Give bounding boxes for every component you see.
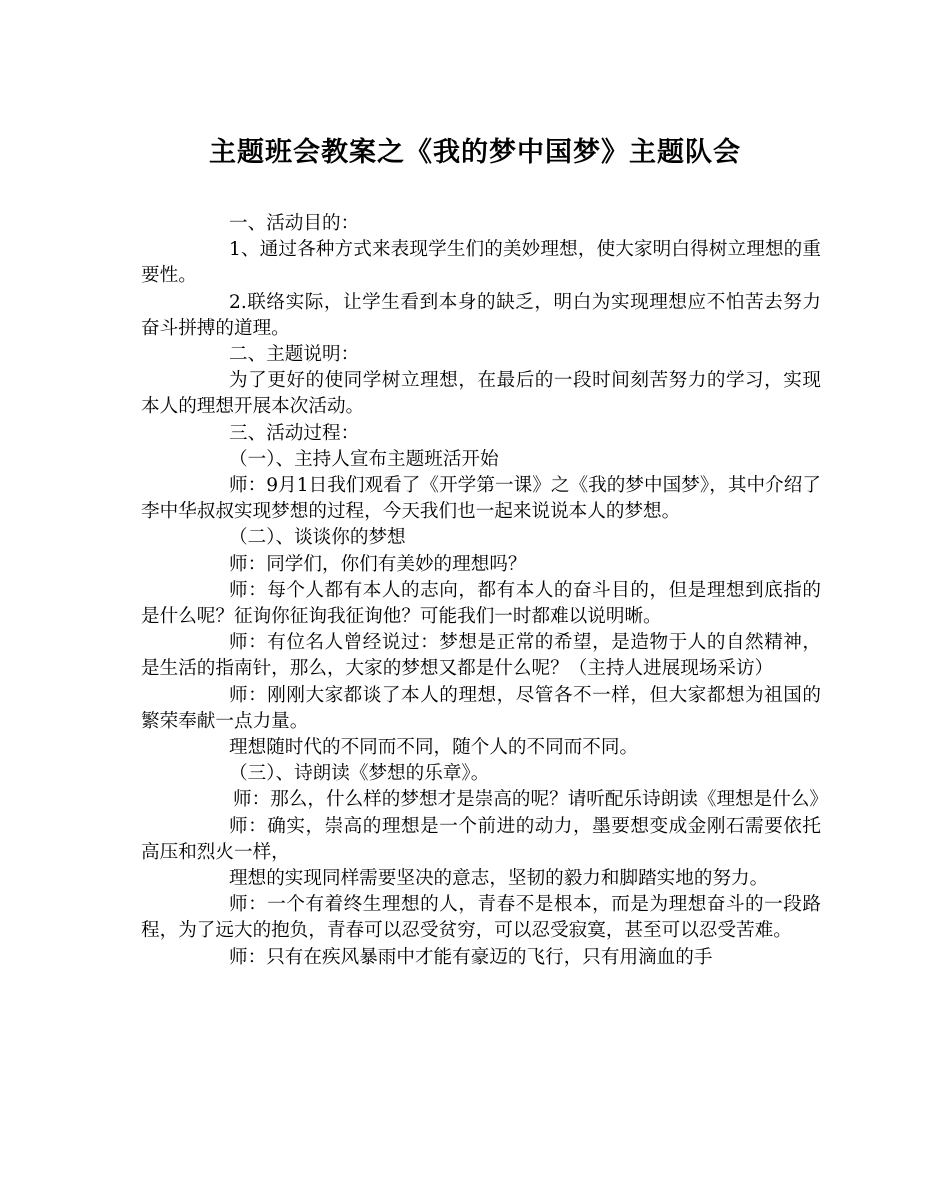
paragraph: 2.联络实际，让学生看到本身的缺乏，明白为实现理想应不怕苦去努力奋斗拼搏的道理。 [141,291,821,339]
paragraph: 理想随时代的不同而不同，随个人的不同而不同。 [229,737,639,759]
subsection-heading: （三）、诗朗读《梦想的乐章》。 [229,763,490,785]
paragraph: 师：有位名人曾经说过：梦想是正常的希望，是造物于人的自然精神，是生活的指南针，那么，大家的梦想又都是什么呢？（主持人进展现场采访） [141,632,821,680]
paragraph: 为了更好的使同学树立理想，在最后的一段时间刻苦努力的学习，实现本人的理想开展本次活动。 [141,370,821,418]
paragraph: 师：一个有着终生理想的人，青春不是根本，而是为理想奋斗的一段路程，为了远大的抱负，青春可以忍受贫穷，可以忍受寂寞，甚至可以忍受苦难。 [141,894,821,942]
document-title: 主题班会教案之《我的梦中国梦》主题队会 [209,137,741,168]
paragraph: 师：每个人都有本人的志向，都有本人的奋斗目的，但是理想到底指的是什么呢？征询你征询我征询他？可能我们一时都难以说明晰。 [141,579,821,628]
section-heading-objectives: 一、活动目的： [229,213,360,234]
paragraph: 理想的实现同样需要坚决的意志，坚韧的毅力和脚踏实地的努力。 [229,868,769,890]
paragraph: 1、通过各种方式来表现学生们的美妙理想，使大家明白得树立理想的重要性。 [141,239,821,287]
paragraph: 师：只有在疾风暴雨中才能有豪迈的飞行，只有用滴血的手 [229,946,713,968]
paragraph: 师：同学们，你们有美妙的理想吗？ [229,553,527,575]
paragraph: 师：9月1日我们观看了《开学第一课》之《我的梦中国梦》，其中介绍了李中华叔叔实现梦想的过程，今天我们也一起来说说本人的梦想。 [141,475,821,523]
subsection-heading: （一）、主持人宣布主题班活开始 [229,448,499,470]
paragraph: 师：确实，崇高的理想是一个前进的动力，墨要想变成金刚石需要依托高压和烈火一样， [141,815,821,863]
document-body [141,211,829,971]
subsection-heading: （二）、谈谈你的梦想 [229,527,406,549]
section-heading-process: 三、活动过程： [229,422,360,444]
section-heading-theme: 二、主题说明： [229,344,360,366]
paragraph: 师：那么，什么样的梦想才是崇高的呢？请听配乐诗朗读《理想是什么》 [233,789,829,811]
paragraph: 师：刚刚大家都谈了本人的理想，尽管各不一样，但大家都想为祖国的繁荣奉献一点力量。 [141,684,821,732]
